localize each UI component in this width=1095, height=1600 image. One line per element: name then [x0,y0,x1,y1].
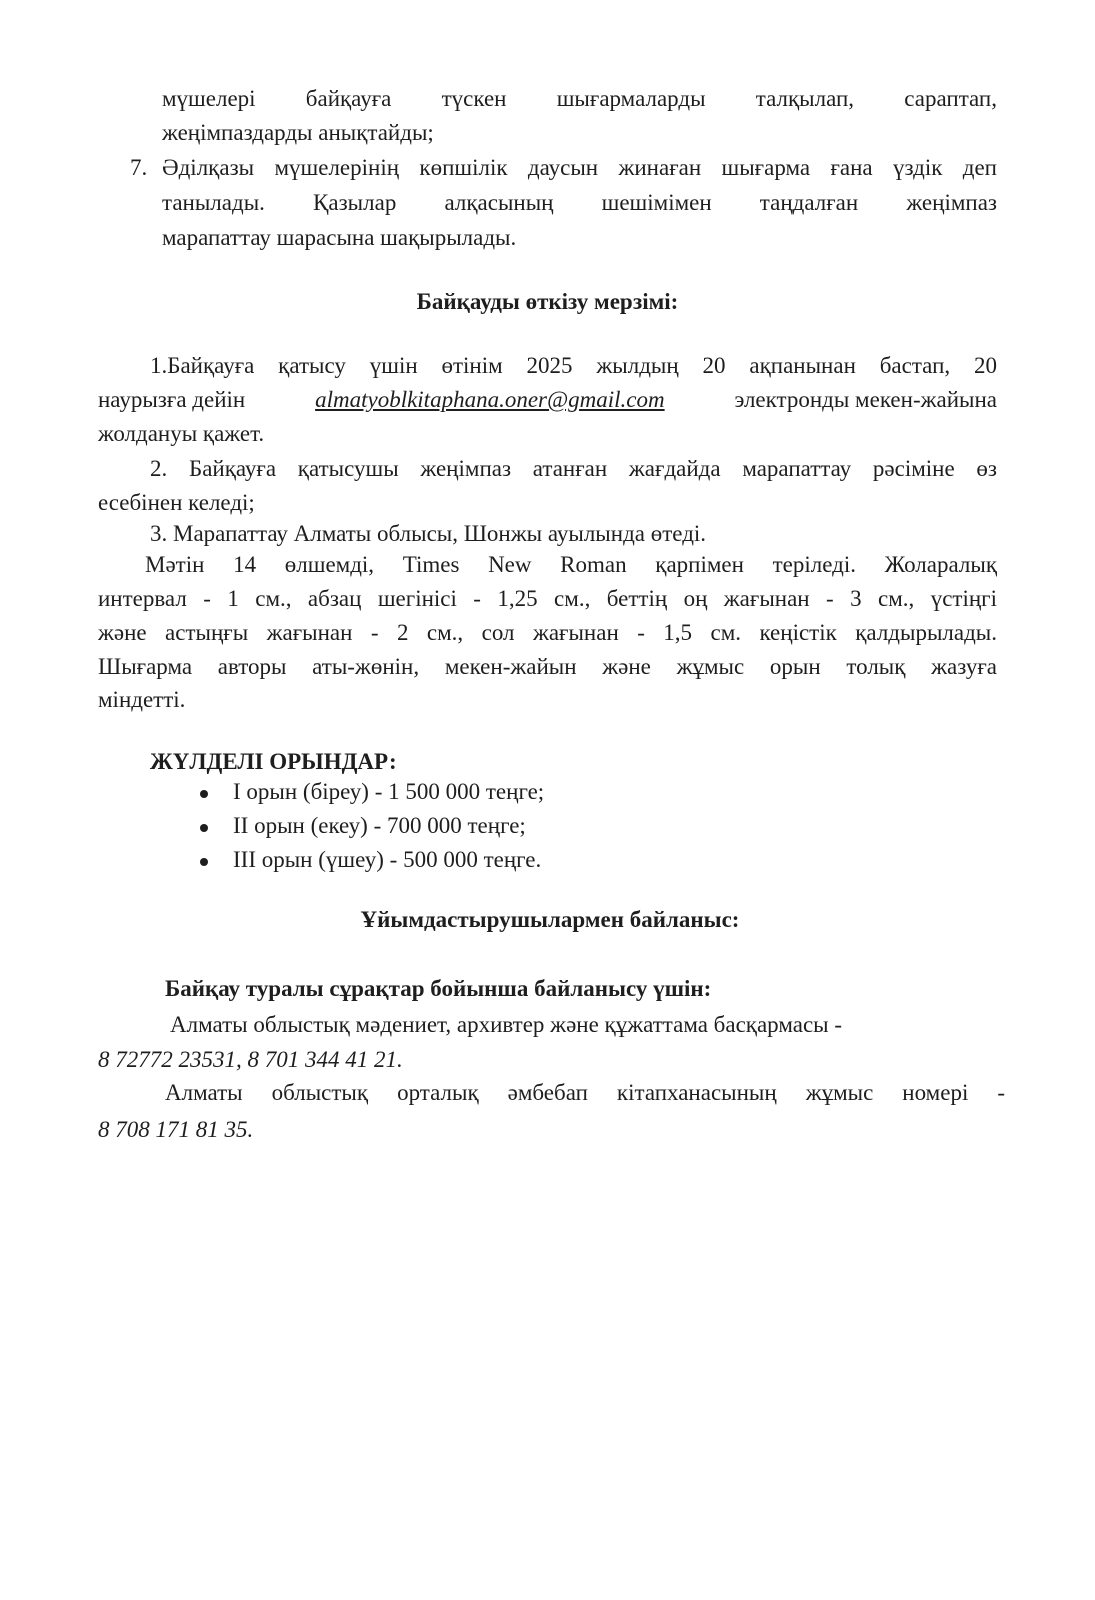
contact-dept-line: Алматы облыстық мәдениет, архивтер және құжаттама басқармасы - [170,1012,843,1037]
deadline-text: наурызға дейін [98,387,246,412]
bullet-icon [200,824,208,832]
contact-library-phone: 8 708 171 81 35. [98,1117,254,1142]
deadline-paragraph-line: 2. Байқауға қатысушы жеңімпаз атанған жағдайда марапаттау рәсіміне өз [150,456,997,481]
list-continuation-line: жеңімпаздарды анықтайды; [162,120,434,145]
deadline-text: электронды мекен-жайына [734,387,997,412]
contact-subheading: Байқау туралы сұрақтар бойынша байланысу үшін: [165,976,712,1001]
prize-item: I орын (біреу) - 1 500 000 теңге; [233,779,545,804]
list-item-7-line: марапаттау шарасына шақырылады. [162,225,517,250]
formatting-paragraph-line: міндетті. [98,687,186,712]
list-item-number: 7. [130,155,148,180]
contact-heading: Ұйымдастырушылармен байланыс: [360,907,740,932]
list-continuation-line: мүшелері байқауға түскен шығармаларды талқылап, сараптап, [162,86,997,111]
prize-item: II орын (екеу) - 700 000 теңге; [233,813,526,838]
deadline-paragraph-line [98,387,997,413]
deadline-paragraph-line: есебінен келеді; [98,490,255,515]
email-link[interactable]: almatyoblkitaphana.oner@gmail.com [315,387,665,412]
deadline-paragraph-line: 3. Марапаттау Алматы облысы, Шонжы ауылында өтеді. [150,521,707,546]
formatting-paragraph-line: Шығарма авторы аты-жөнін, мекен-жайын және жұмыс орын толық жазуға [98,654,997,679]
formatting-paragraph-line: интервал - 1 см., абзац шегінісі - 1,25 см., беттің оң жағынан - 3 см., үстіңгі [98,586,997,611]
deadline-heading: Байқауды өткізу мерзімі: [416,289,679,314]
list-item-7-line: танылады. Қазылар алқасының шешімімен таңдалған жеңімпаз [162,190,997,215]
formatting-paragraph-line: Мәтін 14 өлшемді, Times New Roman қарпімен теріледі. Жоларалық [145,552,997,577]
prizes-heading: ЖҮЛДЕЛІ ОРЫНДАР: [150,749,397,774]
formatting-paragraph-line: және астыңғы жағынан - 2 см., сол жағынан - 1,5 см. кеңістік қалдырылады. [98,620,997,645]
contact-dept-phones: 8 72772 23531, 8 701 344 41 21. [98,1047,403,1072]
bullet-icon [200,790,208,798]
deadline-paragraph-line: 1.Байқауға қатысу үшін өтінім 2025 жылдың 20 ақпанынан бастап, 20 [150,353,997,378]
list-item-7-line: Әділқазы мүшелерінің көпшілік даусын жинаған шығарма ғана үздік деп [162,155,997,180]
bullet-icon [200,858,208,866]
contact-library-line: Алматы облыстық орталық әмбебап кітапханасының жұмыс номері - [165,1080,1005,1105]
deadline-paragraph-line: жолдануы қажет. [98,421,265,446]
prize-item: III орын (үшеу) - 500 000 теңге. [233,847,542,872]
